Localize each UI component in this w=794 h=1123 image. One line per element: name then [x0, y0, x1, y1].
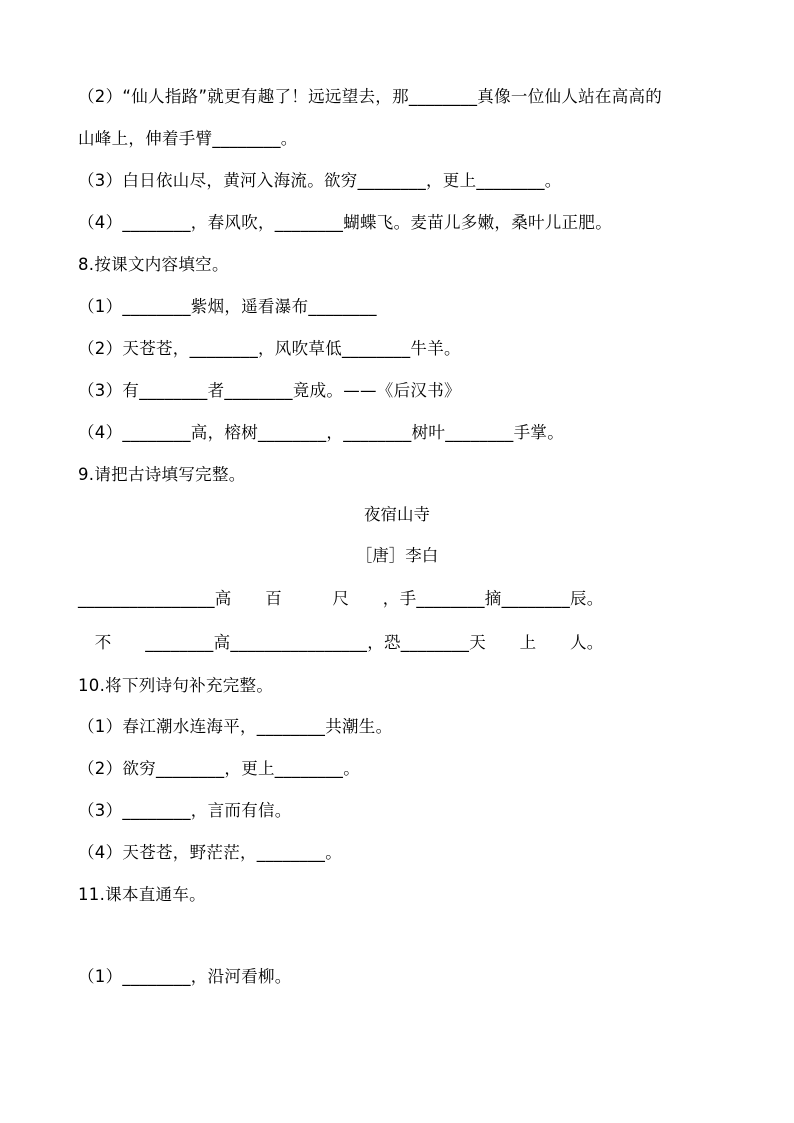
q8-item3: （3）有________者________竟成。——《后汉书》: [78, 381, 461, 400]
q7-item2-line2: 山峰上，伸着手臂________。: [78, 129, 298, 148]
poem-author: ［唐］李白: [355, 546, 439, 565]
q10-item3: （3）________，言而有信。: [78, 801, 292, 820]
q7-item4: （4）________，春风吹，________蝴蝶飞。麦苗儿多嫩，桑叶儿正肥。: [78, 213, 612, 232]
q10-item2: （2）欲穷________，更上________。: [78, 759, 360, 778]
q10-item4: （4）天苍苍，野茫茫，________。: [78, 843, 342, 862]
q8-item4: （4）________高，榕树________，________树叶________手掌。: [78, 423, 564, 442]
q7-item3: （3）白日依山尽，黄河入海流。欲穷________，更上________。: [78, 171, 562, 190]
q8-heading: 8.按课文内容填空。: [78, 255, 229, 274]
poem-line-1: ________________高 百 尺 ，手________摘________辰。: [78, 589, 604, 608]
q8-item2: （2）天苍苍，________，风吹草低________牛羊。: [78, 339, 461, 358]
q11-heading: 11.课本直通车。: [78, 885, 206, 904]
q10-heading: 10.将下列诗句补充完整。: [78, 676, 274, 695]
q11-item1: （1）________，沿河看柳。: [78, 967, 292, 986]
q7-item2-line1: （2）“仙人指路”就更有趣了！远远望去，那________真像一位仙人站在高高的: [78, 87, 663, 106]
q9-heading: 9.请把古诗填写完整。: [78, 465, 246, 484]
poem-title: 夜宿山寺: [364, 505, 430, 524]
q8-item1: （1）________紫烟，遥看瀑布________: [78, 297, 377, 316]
poem-line-2: 不 ________高________________，恐________天 上 人。: [78, 633, 604, 652]
q10-item1: （1）春江潮水连海平，________共潮生。: [78, 717, 393, 736]
